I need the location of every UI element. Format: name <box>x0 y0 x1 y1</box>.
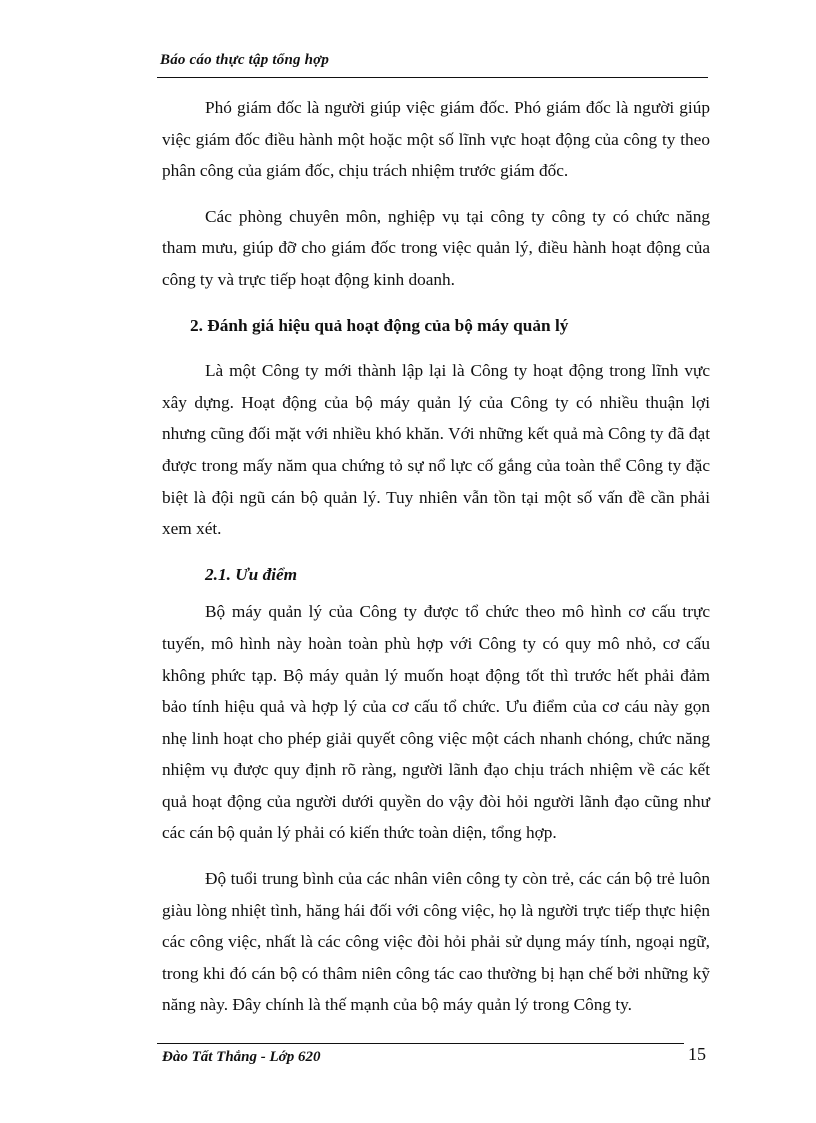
paragraph-vice-director: Phó giám đốc là người giúp việc giám đốc. Phó giám đốc là người giúp việc giám đốc điều hành một hoặc một số lĩnh vực hoạt động của công ty theo phân công của giám đốc, chịu trách nhiệm trước giám đốc. <box>162 98 710 181</box>
paragraph-evaluation: Là một Công ty mới thành lập lại là Công ty hoạt động trong lĩnh vực xây dựng. Hoạt động của bộ máy quản lý của Công ty có nhiều thuận lợi nhưng cũng đối mặt với nhiều khó khăn. Với những kết quả mà Công ty đã đạt được trong mấy năm qua chứng tỏ sự nổ lực cố gắng của toàn thể Công ty đặc biệt là đội ngũ cán bộ quản lý. Tuy nhiên vẫn tồn tại một số vấn đề cần phải xem xét. <box>162 361 710 539</box>
header-divider <box>157 77 708 78</box>
page-header-title: Báo cáo thực tập tổng hợp <box>160 52 330 68</box>
footer-author: Đào Tất Thắng - Lớp 620 <box>162 1049 321 1065</box>
paragraph-advantages: Bộ máy quản lý của Công ty được tổ chức theo mô hình cơ cấu trực tuyến, mô hình này hoàn toàn phù hợp với Công ty có quy mô nhỏ, cơ cấu không phức tạp. Bộ máy quản lý muốn hoạt động tốt thì trước hết phải đảm bảo tính hiệu quả và hợp lý của cơ cấu tổ chức. Ưu điểm của cơ cáu này gọn nhẹ linh hoạt cho phép giải quyết công việc một cách nhanh chóng, chức năng nhiệm vụ được quy định rõ ràng, người lãnh đạo chịu trách nhiệm về các kết quả hoạt động của người dưới quyền do vậy đòi hỏi người lãnh đạo cũng như các cán bộ quản lý phải có kiến thức toàn diện, tổng hợp. <box>162 602 710 843</box>
document-body <box>162 92 710 1035</box>
paragraph-staff-age: Độ tuổi trung bình của các nhân viên công ty còn trẻ, các cán bộ trẻ luôn giàu lòng nhiệt tình, hăng hái đối với công việc, họ là người trực tiếp thực hiện các công việc, nhất là các công việc đòi hỏi phải sử dụng máy tính, ngoại ngữ, trong khi đó cán bộ có thâm niên công tác cao thường bị hạn chế bởi những kỹ năng này. Đây chính là thế mạnh của bộ máy quản lý trong Công ty. <box>162 869 710 1015</box>
subsection-heading: 2.1. Ưu điểm <box>205 564 298 584</box>
paragraph-departments: Các phòng chuyên môn, nghiệp vụ tại công ty công ty có chức năng tham mưu, giúp đỡ cho giám đốc trong việc quản lý, điều hành hoạt động của công ty và trực tiếp hoạt động kinh doanh. <box>162 206 710 289</box>
section-heading: 2. Đánh giá hiệu quả hoạt động của bộ máy quản lý <box>190 315 569 335</box>
page-number: 15 <box>688 1044 706 1064</box>
footer-divider <box>157 1043 684 1044</box>
